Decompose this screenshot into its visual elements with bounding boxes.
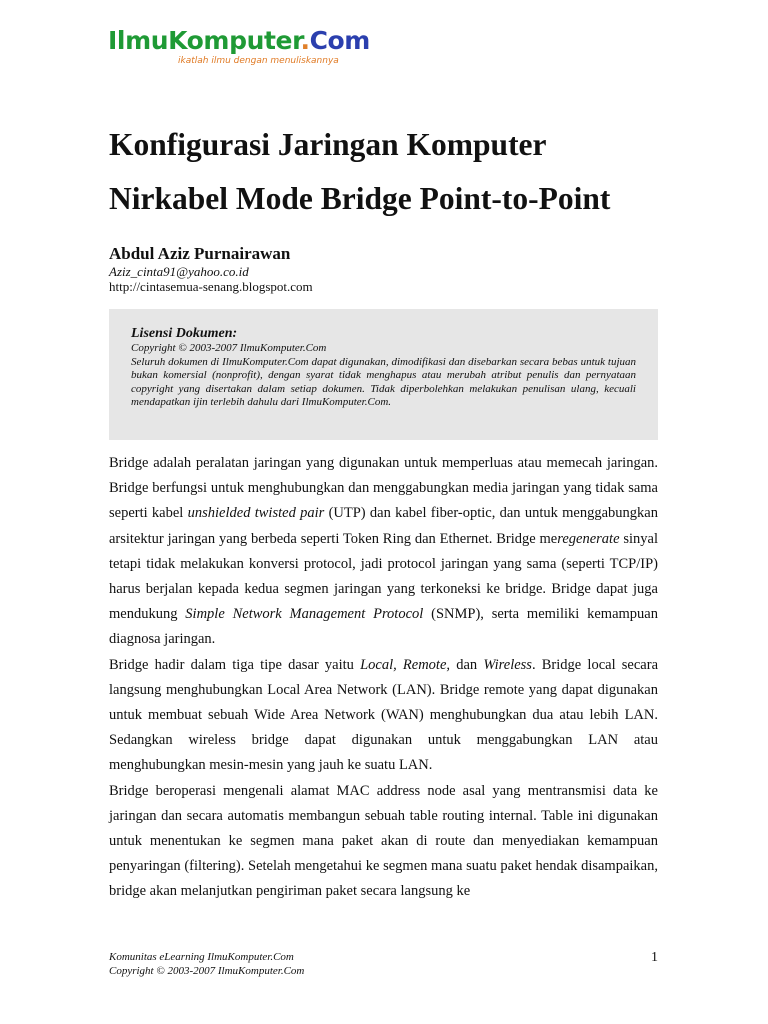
logo-wordmark bbox=[108, 26, 370, 56]
p2-emphasis-local-remote: Local, Remote, bbox=[360, 656, 451, 673]
footer-copyright: Copyright © 2003-2007 IlmuKomputer.Com bbox=[109, 965, 305, 977]
license-body: Seluruh dokumen di IlmuKomputer.Com dapat digunakan, dimodifikasi dan disebarkan secara bebas untuk tujuan bukan komersial (nonprofit), dengan syarat tidak menghapus atau merubah atribut penulis dan pernyataan copyright yang disertakan dalam setiap dokumen. Tidak diperbolehkan melakukan penulisan ulang, kecuali mendapatkan ijin terlebih dahulu dari IlmuKomputer.Com. bbox=[131, 355, 636, 408]
paragraph-3: Bridge beroperasi mengenali alamat MAC address node asal yang mentransmisi data ke jaringan dan secara automatis membangun sebuah table routing internal. Table ini digunakan untuk menentukan ke segmen mana paket akan di route dan menyediakan kemampuan penyaringan (filtering). Setelah mengetahui ke segmen mana suatu paket hendak disampaikan, bridge akan melanjutkan pengiriman paket secara langsung ke bbox=[109, 782, 658, 900]
footer-community: Komunitas eLearning IlmuKomputer.Com bbox=[109, 951, 294, 963]
p1-emphasis-snmp: Simple Network Management Protocol bbox=[185, 606, 424, 623]
logo-tagline: ikatlah ilmu dengan menuliskannya bbox=[178, 56, 339, 66]
p2-text-a: Bridge hadir dalam tiga tipe dasar yaitu bbox=[109, 656, 361, 673]
author-email: Aziz_cinta91@yahoo.co.id bbox=[109, 264, 249, 279]
p1-emphasis-regenerate: regenerate bbox=[557, 530, 620, 547]
p2-text-e: . Bridge local secara langsung menghubungkan Local Area Network (LAN). Bridge remote yang dapat digunakan untuk membuat sebuah Wide Area Network (WAN) menghubungkan dua atau lebih LAN. Sedangkan wireless bridge dapat digunakan untuk menggabungkan LAN atau menghubungkan mesin-mesin yang jauh ke suatu LAN. bbox=[109, 656, 658, 774]
title-line-2: Nirkabel Mode Bridge Point-to-Point bbox=[109, 181, 611, 216]
license-heading: Lisensi Dokumen: bbox=[131, 326, 238, 341]
document-title bbox=[109, 118, 610, 226]
site-logo bbox=[108, 26, 370, 72]
p2-emphasis-wireless: Wireless bbox=[483, 656, 532, 673]
page-number: 1 bbox=[651, 950, 658, 965]
p1-text-g: (SNMP), serta memiliki kemampuan diagnosa jaringan. bbox=[109, 606, 658, 648]
license-copyright: Copyright © 2003-2007 IlmuKomputer.Com bbox=[131, 342, 327, 354]
title-line-1: Konfigurasi Jaringan Komputer bbox=[109, 127, 547, 162]
article-body bbox=[109, 451, 658, 905]
logo-ilmu: IlmuKomputer bbox=[108, 26, 301, 55]
p1-emphasis-utp: unshielded twisted pair bbox=[187, 505, 325, 522]
paragraph-2 bbox=[109, 653, 658, 779]
author-website: http://cintasemua-senang.blogspot.com bbox=[109, 279, 313, 294]
p1-text-e: sinyal tetapi tidak melakukan konversi protocol, jadi protocol jaringan yang sama (seperti TCP/IP) harus berjalan kepada kedua segmen jaringan yang terkoneksi ke bridge. Bridge dapat juga mendukung bbox=[109, 530, 658, 623]
p1-text-a: Bridge adalah peralatan jaringan yang digunakan untuk memperluas atau memecah jaringan. Bridge berfungsi untuk menghubungkan dan menggabungkan media jaringan yang tidak sama seperti kabel bbox=[109, 455, 658, 522]
logo-com: Com bbox=[309, 26, 370, 55]
p2-text-c: dan bbox=[450, 656, 484, 673]
logo-dot: . bbox=[300, 26, 310, 55]
p1-text-c: (UTP) dan kabel fiber-optic, dan untuk menggabungkan arsitektur jaringan yang berbeda seperti Token Ring dan Ethernet. Bridge me bbox=[109, 505, 658, 547]
page-footer bbox=[109, 950, 658, 978]
paragraph-1 bbox=[109, 451, 658, 653]
license-box bbox=[109, 309, 658, 440]
author-name: Abdul Aziz Purnairawan bbox=[109, 244, 291, 263]
